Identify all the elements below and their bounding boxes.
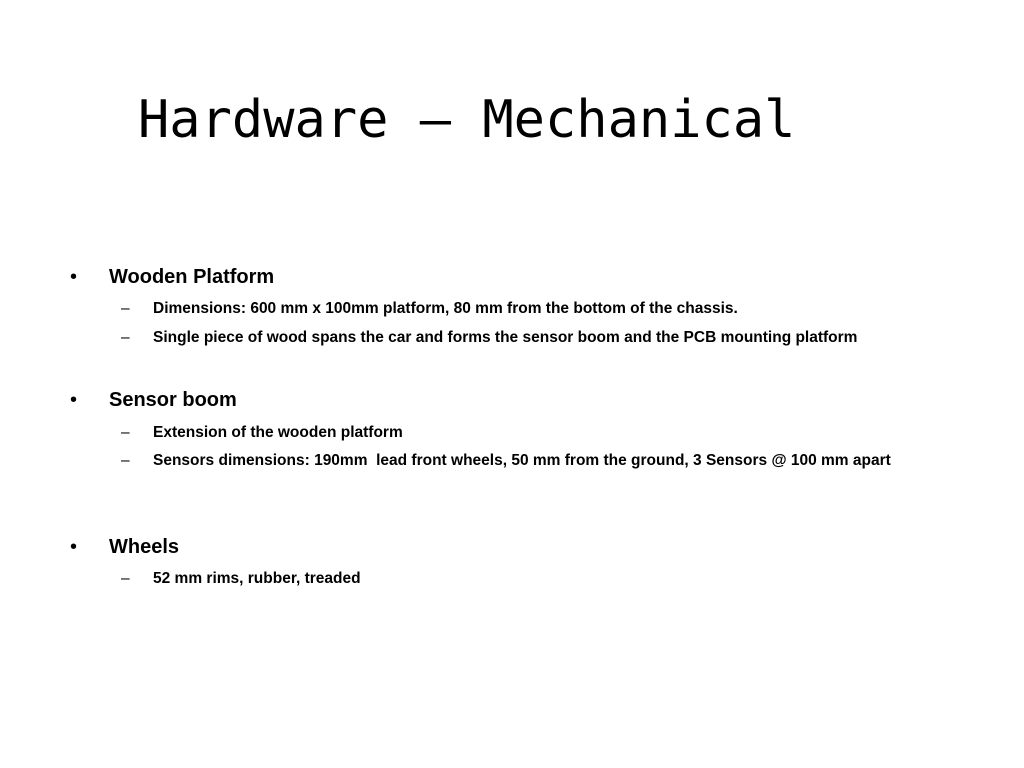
list-item-platform-wood: Single piece of wood spans the car and forms the sensor boom and the PCB mounting platform <box>153 329 858 346</box>
list-item-boom-extension: Extension of the wooden platform <box>153 424 403 441</box>
sub-bullet-marker: – <box>121 424 130 441</box>
bullet-marker: • <box>70 389 78 411</box>
bullet-marker: • <box>70 266 78 288</box>
sub-bullet-marker: – <box>121 300 130 317</box>
section-heading-sensor-boom: Sensor boom <box>109 389 237 411</box>
list-item-wheels-rims: 52 mm rims, rubber, treaded <box>153 570 361 587</box>
bullet-marker: • <box>70 536 78 558</box>
list-item-platform-dimensions: Dimensions: 600 mm x 100mm platform, 80 mm from the bottom of the chassis. <box>153 300 738 317</box>
section-heading-wheels: Wheels <box>109 536 180 558</box>
sub-bullet-marker: – <box>121 329 130 346</box>
sub-bullet-marker: – <box>121 570 130 587</box>
section-heading-wooden-platform: Wooden Platform <box>109 266 275 288</box>
slide-title: Hardware – Mechanical <box>138 90 796 150</box>
sub-bullet-marker: – <box>121 452 130 469</box>
list-item-sensor-dimensions: Sensors dimensions: 190mm lead front wheels, 50 mm from the ground, 3 Sensors @ 100 mm apart <box>153 452 891 469</box>
